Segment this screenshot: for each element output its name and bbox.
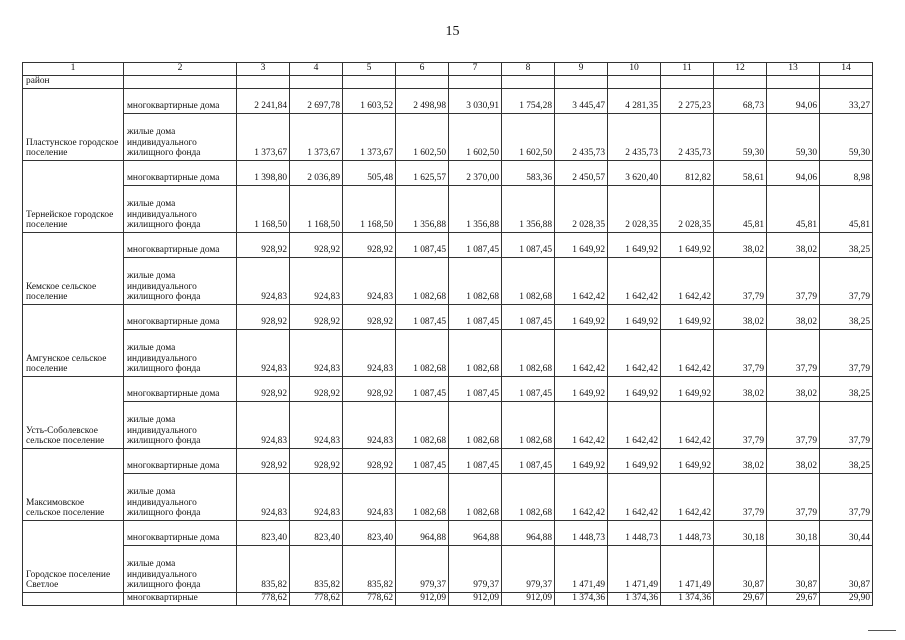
value-cell: 1 642,42 — [555, 330, 608, 377]
value-cell: 4 281,35 — [608, 89, 661, 114]
value-cell: 928,92 — [237, 305, 290, 330]
table-cell — [237, 76, 290, 89]
value-cell: 30,87 — [714, 546, 767, 593]
value-cell: 1 448,73 — [555, 521, 608, 546]
settlement-name: Амгунское сельское поселение — [23, 305, 124, 377]
value-cell: 1 087,45 — [449, 305, 502, 330]
value-cell: 928,92 — [343, 449, 396, 474]
value-cell: 964,88 — [502, 521, 555, 546]
value-cell: 2 435,73 — [608, 114, 661, 161]
value-cell: 38,02 — [714, 233, 767, 258]
value-cell: 1 649,92 — [661, 377, 714, 402]
value-cell: 1 087,45 — [396, 377, 449, 402]
value-cell: 1 471,49 — [661, 546, 714, 593]
value-cell: 38,25 — [820, 449, 873, 474]
settlement-name: Кемское сельское поселение — [23, 233, 124, 305]
value-cell: 38,02 — [767, 305, 820, 330]
value-cell: 1 087,45 — [449, 377, 502, 402]
value-cell: 1 642,42 — [555, 402, 608, 449]
value-cell: 1 471,49 — [608, 546, 661, 593]
value-cell: 928,92 — [290, 233, 343, 258]
value-cell: 37,79 — [714, 258, 767, 305]
column-number: 4 — [290, 63, 343, 76]
column-number: 2 — [124, 63, 237, 76]
value-cell: 1 649,92 — [661, 233, 714, 258]
value-cell: 1 356,88 — [502, 186, 555, 233]
page-number: 15 — [445, 24, 460, 39]
housing-type: жилые дома индивидуального жилищного фонда — [124, 474, 237, 521]
value-cell: 979,37 — [502, 546, 555, 593]
table-cell — [502, 76, 555, 89]
value-cell: 1 642,42 — [661, 258, 714, 305]
value-cell: 1 356,88 — [396, 186, 449, 233]
value-cell: 835,82 — [343, 546, 396, 593]
value-cell: 964,88 — [396, 521, 449, 546]
housing-type: многоквартирные дома — [124, 89, 237, 114]
value-cell: 1 642,42 — [555, 474, 608, 521]
value-cell: 1 082,68 — [502, 258, 555, 305]
value-cell: 38,02 — [767, 233, 820, 258]
value-cell: 30,87 — [820, 546, 873, 593]
value-cell: 45,81 — [820, 186, 873, 233]
value-cell: 2 697,78 — [290, 89, 343, 114]
table-row — [23, 161, 873, 186]
settlement-name: Усть-Соболевское сельское поселение — [23, 377, 124, 449]
value-cell: 924,83 — [343, 258, 396, 305]
value-cell: 1 642,42 — [608, 402, 661, 449]
table-row — [23, 593, 873, 606]
value-cell: 924,83 — [290, 474, 343, 521]
value-cell: 1 168,50 — [290, 186, 343, 233]
value-cell: 1 642,42 — [608, 330, 661, 377]
value-cell: 823,40 — [343, 521, 396, 546]
value-cell: 2 241,84 — [237, 89, 290, 114]
value-cell: 1 082,68 — [449, 402, 502, 449]
value-cell: 2 036,89 — [290, 161, 343, 186]
housing-type: жилые дома индивидуального жилищного фонда — [124, 114, 237, 161]
value-cell: 928,92 — [290, 449, 343, 474]
value-cell: 924,83 — [290, 330, 343, 377]
value-cell: 1 602,50 — [396, 114, 449, 161]
value-cell: 928,92 — [237, 233, 290, 258]
housing-type: многоквартирные дома — [124, 377, 237, 402]
housing-type: многоквартирные — [124, 593, 237, 606]
table-row — [23, 305, 873, 330]
column-number-row — [23, 63, 873, 76]
table-body — [23, 63, 873, 606]
value-cell: 924,83 — [237, 258, 290, 305]
value-cell: 30,44 — [820, 521, 873, 546]
value-cell: 8,98 — [820, 161, 873, 186]
value-cell: 924,83 — [237, 402, 290, 449]
value-cell: 1 649,92 — [608, 377, 661, 402]
value-cell: 2 370,00 — [449, 161, 502, 186]
value-cell: 1 087,45 — [502, 305, 555, 330]
value-cell: 68,73 — [714, 89, 767, 114]
value-cell: 1 602,50 — [502, 114, 555, 161]
value-cell: 38,25 — [820, 233, 873, 258]
value-cell: 1 642,42 — [555, 258, 608, 305]
value-cell: 1 082,68 — [449, 330, 502, 377]
value-cell: 823,40 — [237, 521, 290, 546]
value-cell: 59,30 — [714, 114, 767, 161]
page-edge-mark — [868, 630, 896, 631]
value-cell: 1 082,68 — [396, 258, 449, 305]
value-cell: 924,83 — [343, 474, 396, 521]
value-cell: 1 649,92 — [555, 449, 608, 474]
value-cell: 2 435,73 — [661, 114, 714, 161]
value-cell: 835,82 — [237, 546, 290, 593]
value-cell: 1 087,45 — [502, 449, 555, 474]
value-cell: 33,27 — [820, 89, 873, 114]
value-cell: 812,82 — [661, 161, 714, 186]
value-cell: 505,48 — [343, 161, 396, 186]
value-cell: 3 030,91 — [449, 89, 502, 114]
value-cell: 928,92 — [343, 377, 396, 402]
column-number: 6 — [396, 63, 449, 76]
table-row — [23, 114, 873, 161]
value-cell: 37,79 — [767, 330, 820, 377]
value-cell: 1 754,28 — [502, 89, 555, 114]
settlement-name: Максимовское сельское поселение — [23, 449, 124, 521]
value-cell: 1 642,42 — [661, 402, 714, 449]
value-cell: 1 087,45 — [449, 449, 502, 474]
value-cell: 778,62 — [343, 593, 396, 606]
value-cell: 1 649,92 — [608, 305, 661, 330]
value-cell: 45,81 — [767, 186, 820, 233]
value-cell: 1 087,45 — [449, 233, 502, 258]
value-cell: 2 435,73 — [555, 114, 608, 161]
table-cell — [608, 76, 661, 89]
value-cell: 1 448,73 — [608, 521, 661, 546]
value-cell: 1 082,68 — [449, 258, 502, 305]
value-cell: 924,83 — [290, 258, 343, 305]
value-cell: 37,79 — [820, 330, 873, 377]
value-cell: 1 082,68 — [396, 402, 449, 449]
housing-type: многоквартирные дома — [124, 305, 237, 330]
column-number: 13 — [767, 63, 820, 76]
table-cell — [714, 76, 767, 89]
value-cell: 924,83 — [237, 474, 290, 521]
value-cell: 1 087,45 — [502, 233, 555, 258]
column-number: 5 — [343, 63, 396, 76]
housing-type: многоквартирные дома — [124, 161, 237, 186]
column-number: 3 — [237, 63, 290, 76]
value-cell: 912,09 — [449, 593, 502, 606]
value-cell: 1 356,88 — [449, 186, 502, 233]
value-cell: 1 087,45 — [396, 233, 449, 258]
value-cell: 583,36 — [502, 161, 555, 186]
table-row — [23, 521, 873, 546]
value-cell: 1 373,67 — [343, 114, 396, 161]
value-cell: 823,40 — [290, 521, 343, 546]
table-cell — [396, 76, 449, 89]
value-cell: 964,88 — [449, 521, 502, 546]
table-row — [23, 402, 873, 449]
value-cell: 1 448,73 — [661, 521, 714, 546]
table-cell — [449, 76, 502, 89]
value-cell: 1 082,68 — [502, 330, 555, 377]
value-cell: 30,18 — [767, 521, 820, 546]
value-cell: 94,06 — [767, 161, 820, 186]
value-cell: 1 649,92 — [661, 449, 714, 474]
tariff-table — [22, 62, 873, 606]
value-cell: 37,79 — [767, 402, 820, 449]
value-cell: 1 642,42 — [661, 474, 714, 521]
value-cell: 3 445,47 — [555, 89, 608, 114]
column-number: 8 — [502, 63, 555, 76]
table-cell — [767, 76, 820, 89]
value-cell: 979,37 — [449, 546, 502, 593]
value-cell: 928,92 — [290, 377, 343, 402]
value-cell: 1 374,36 — [608, 593, 661, 606]
value-cell: 2 028,35 — [555, 186, 608, 233]
housing-type: многоквартирные дома — [124, 233, 237, 258]
value-cell: 1 082,68 — [396, 474, 449, 521]
value-cell: 1 087,45 — [396, 305, 449, 330]
value-cell: 30,18 — [714, 521, 767, 546]
column-number: 12 — [714, 63, 767, 76]
value-cell: 37,79 — [714, 474, 767, 521]
column-number: 7 — [449, 63, 502, 76]
value-cell: 38,25 — [820, 305, 873, 330]
table-cell — [555, 76, 608, 89]
column-number: 11 — [661, 63, 714, 76]
value-cell: 912,09 — [396, 593, 449, 606]
table-row — [23, 330, 873, 377]
value-cell: 45,81 — [714, 186, 767, 233]
value-cell: 1 168,50 — [343, 186, 396, 233]
value-cell: 924,83 — [290, 402, 343, 449]
value-cell: 1 082,68 — [502, 402, 555, 449]
table-row — [23, 546, 873, 593]
value-cell: 37,79 — [714, 330, 767, 377]
value-cell: 1 082,68 — [502, 474, 555, 521]
value-cell: 94,06 — [767, 89, 820, 114]
table-row — [23, 89, 873, 114]
housing-type: жилые дома индивидуального жилищного фонда — [124, 402, 237, 449]
district-label: район — [23, 76, 124, 89]
value-cell: 1 642,42 — [608, 474, 661, 521]
value-cell: 1 649,92 — [555, 233, 608, 258]
value-cell: 1 649,92 — [608, 233, 661, 258]
housing-type: жилые дома индивидуального жилищного фонда — [124, 546, 237, 593]
value-cell: 37,79 — [714, 402, 767, 449]
value-cell: 912,09 — [502, 593, 555, 606]
value-cell: 1 471,49 — [555, 546, 608, 593]
table-cell — [343, 76, 396, 89]
housing-type: жилые дома индивидуального жилищного фонда — [124, 330, 237, 377]
value-cell: 30,87 — [767, 546, 820, 593]
housing-type: жилые дома индивидуального жилищного фонда — [124, 186, 237, 233]
column-number: 1 — [23, 63, 124, 76]
value-cell: 37,79 — [820, 402, 873, 449]
value-cell: 928,92 — [237, 449, 290, 474]
value-cell: 58,61 — [714, 161, 767, 186]
value-cell: 59,30 — [767, 114, 820, 161]
value-cell: 924,83 — [343, 402, 396, 449]
table-row — [23, 449, 873, 474]
value-cell: 835,82 — [290, 546, 343, 593]
value-cell: 38,02 — [714, 305, 767, 330]
value-cell: 928,92 — [343, 233, 396, 258]
column-number: 9 — [555, 63, 608, 76]
value-cell: 778,62 — [237, 593, 290, 606]
value-cell: 1 087,45 — [502, 377, 555, 402]
table-row — [23, 233, 873, 258]
value-cell: 924,83 — [237, 330, 290, 377]
value-cell: 1 602,50 — [449, 114, 502, 161]
value-cell: 778,62 — [290, 593, 343, 606]
housing-type: многоквартирные дома — [124, 521, 237, 546]
value-cell: 1 642,42 — [661, 330, 714, 377]
value-cell: 928,92 — [290, 305, 343, 330]
table-row — [23, 186, 873, 233]
table-cell — [820, 76, 873, 89]
settlement-name — [23, 593, 124, 606]
table-row — [23, 474, 873, 521]
value-cell: 979,37 — [396, 546, 449, 593]
value-cell: 1 373,67 — [237, 114, 290, 161]
value-cell: 3 620,40 — [608, 161, 661, 186]
settlement-name: Тернейское городское поселение — [23, 161, 124, 233]
column-number: 14 — [820, 63, 873, 76]
settlement-name: Городское поселение Светлое — [23, 521, 124, 593]
value-cell: 38,25 — [820, 377, 873, 402]
value-cell: 59,30 — [820, 114, 873, 161]
value-cell: 38,02 — [767, 449, 820, 474]
value-cell: 1 649,92 — [555, 377, 608, 402]
column-number: 10 — [608, 63, 661, 76]
value-cell: 2 275,23 — [661, 89, 714, 114]
value-cell: 1 373,67 — [290, 114, 343, 161]
value-cell: 37,79 — [767, 474, 820, 521]
district-row — [23, 76, 873, 89]
table-cell — [661, 76, 714, 89]
value-cell: 1 082,68 — [449, 474, 502, 521]
value-cell: 38,02 — [714, 449, 767, 474]
value-cell: 2 450,57 — [555, 161, 608, 186]
value-cell: 29,67 — [714, 593, 767, 606]
value-cell: 1 374,36 — [555, 593, 608, 606]
value-cell: 1 082,68 — [396, 330, 449, 377]
housing-type: многоквартирные дома — [124, 449, 237, 474]
value-cell: 1 642,42 — [608, 258, 661, 305]
value-cell: 1 649,92 — [555, 305, 608, 330]
value-cell: 1 398,80 — [237, 161, 290, 186]
value-cell: 29,90 — [820, 593, 873, 606]
value-cell: 38,02 — [767, 377, 820, 402]
value-cell: 37,79 — [820, 474, 873, 521]
table-cell — [290, 76, 343, 89]
value-cell: 2 028,35 — [608, 186, 661, 233]
value-cell: 2 028,35 — [661, 186, 714, 233]
value-cell: 1 649,92 — [661, 305, 714, 330]
value-cell: 37,79 — [767, 258, 820, 305]
value-cell: 1 625,57 — [396, 161, 449, 186]
value-cell: 1 603,52 — [343, 89, 396, 114]
value-cell: 1 649,92 — [608, 449, 661, 474]
table-row — [23, 258, 873, 305]
table-cell — [124, 76, 237, 89]
value-cell: 928,92 — [237, 377, 290, 402]
value-cell: 924,83 — [343, 330, 396, 377]
value-cell: 38,02 — [714, 377, 767, 402]
housing-type: жилые дома индивидуального жилищного фонда — [124, 258, 237, 305]
value-cell: 29,67 — [767, 593, 820, 606]
table-row — [23, 377, 873, 402]
value-cell: 928,92 — [343, 305, 396, 330]
value-cell: 37,79 — [820, 258, 873, 305]
value-cell: 1 168,50 — [237, 186, 290, 233]
settlement-name: Пластунское городское поселение — [23, 89, 124, 161]
value-cell: 1 087,45 — [396, 449, 449, 474]
value-cell: 2 498,98 — [396, 89, 449, 114]
value-cell: 1 374,36 — [661, 593, 714, 606]
